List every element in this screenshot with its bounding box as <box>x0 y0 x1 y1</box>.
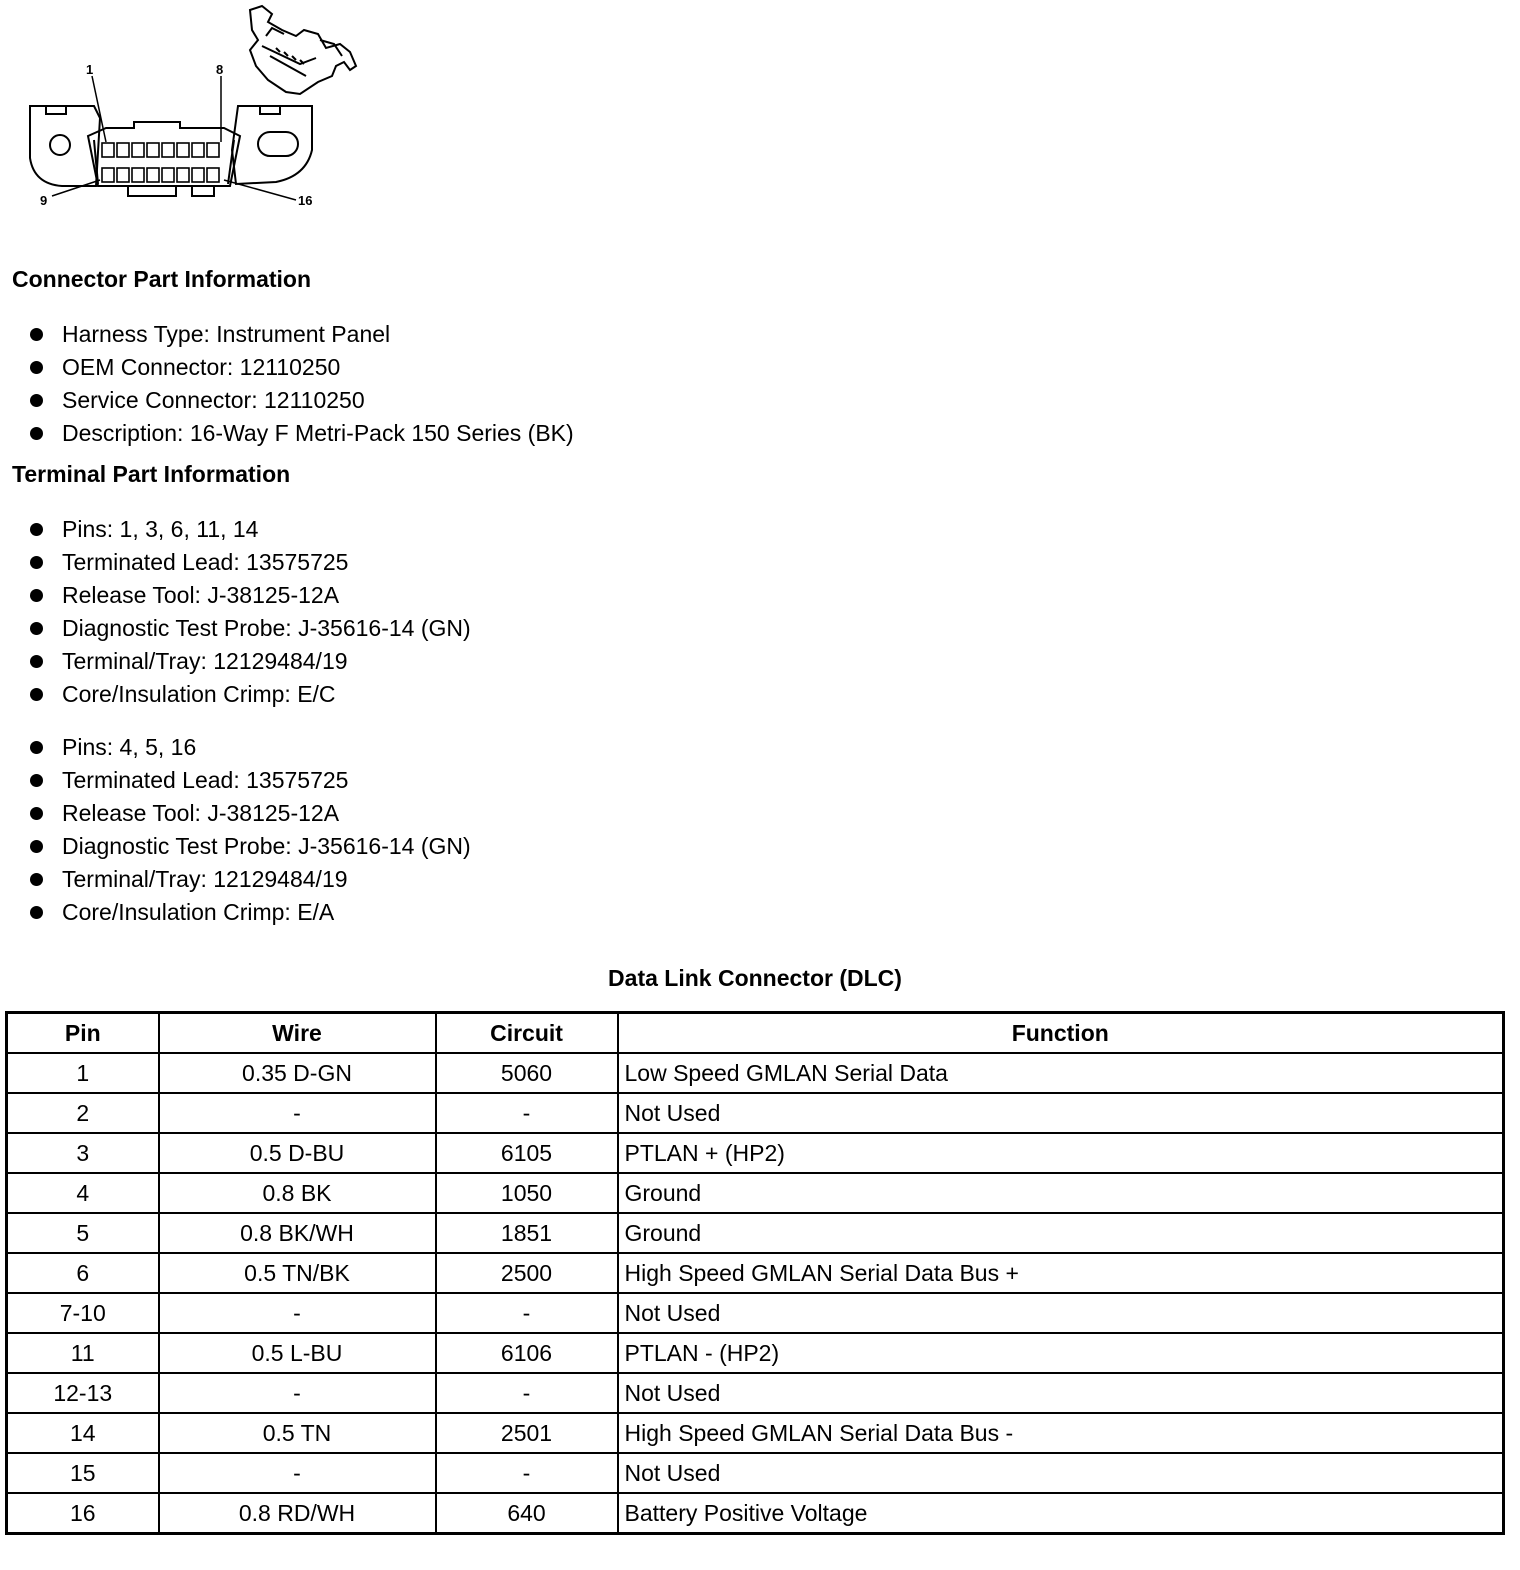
function-cell: Not Used <box>618 1373 1504 1413</box>
list-item: Pins: 4, 5, 16 <box>30 731 471 764</box>
list-item: Pins: 1, 3, 6, 11, 14 <box>30 513 471 546</box>
circuit-cell: 1851 <box>436 1213 618 1253</box>
list-item: Terminated Lead: 13575725 <box>30 546 471 579</box>
pin-cell: 14 <box>7 1413 159 1453</box>
circuit-cell: - <box>436 1373 618 1413</box>
list-item: Diagnostic Test Probe: J-35616-14 (GN) <box>30 612 471 645</box>
pin-cell: 4 <box>7 1173 159 1213</box>
pin-cell: 11 <box>7 1333 159 1373</box>
wire-cell: 0.5 D-BU <box>159 1133 436 1173</box>
table-header-row <box>7 1013 1504 1054</box>
table-row <box>7 1413 1504 1453</box>
circuit-cell: 2500 <box>436 1253 618 1293</box>
list-item: Diagnostic Test Probe: J-35616-14 (GN) <box>30 830 471 863</box>
pin-cell: 6 <box>7 1253 159 1293</box>
wire-cell: 0.8 BK <box>159 1173 436 1213</box>
pin-cell: 3 <box>7 1133 159 1173</box>
pin-label-8: 8 <box>216 62 224 77</box>
table-row <box>7 1293 1504 1333</box>
pin-label-16: 16 <box>298 193 313 208</box>
function-cell: Not Used <box>618 1453 1504 1493</box>
list-item: Terminal/Tray: 12129484/19 <box>30 645 471 678</box>
pin-label-9: 9 <box>40 193 48 208</box>
pin-label-1: 1 <box>86 62 94 77</box>
terminal-part-list-1 <box>30 513 471 711</box>
table-row <box>7 1093 1504 1133</box>
list-item: Release Tool: J-38125-12A <box>30 579 471 612</box>
pin-cell: 5 <box>7 1213 159 1253</box>
circuit-cell: - <box>436 1093 618 1133</box>
connector-part-heading: Connector Part Information <box>12 266 312 292</box>
table-row <box>7 1333 1504 1373</box>
column-header-pin: Pin <box>7 1013 159 1054</box>
table-row <box>7 1213 1504 1253</box>
circuit-cell: 640 <box>436 1493 618 1534</box>
table-row <box>7 1453 1504 1493</box>
function-cell: Not Used <box>618 1093 1504 1133</box>
table-row <box>7 1133 1504 1173</box>
pin-cell: 12-13 <box>7 1373 159 1413</box>
connector-part-list <box>30 318 574 450</box>
function-cell: Low Speed GMLAN Serial Data <box>618 1053 1504 1093</box>
table-row <box>7 1253 1504 1293</box>
wire-cell: 0.8 RD/WH <box>159 1493 436 1534</box>
table-row <box>7 1053 1504 1093</box>
list-item: Service Connector: 12110250 <box>30 384 574 417</box>
circuit-cell: 2501 <box>436 1413 618 1453</box>
pin-cell: 1 <box>7 1053 159 1093</box>
obd-connector-diagram-icon <box>0 0 380 220</box>
pin-cell: 2 <box>7 1093 159 1133</box>
table-row <box>7 1173 1504 1213</box>
dlc-table <box>5 1011 1505 1535</box>
list-item: Harness Type: Instrument Panel <box>30 318 574 351</box>
function-cell: Ground <box>618 1173 1504 1213</box>
wire-cell: - <box>159 1453 436 1493</box>
list-item: Core/Insulation Crimp: E/C <box>30 678 471 711</box>
function-cell: Ground <box>618 1213 1504 1253</box>
column-header-circuit: Circuit <box>436 1013 618 1054</box>
circuit-cell: 6106 <box>436 1333 618 1373</box>
terminal-part-list-2 <box>30 731 471 929</box>
circuit-cell: 5060 <box>436 1053 618 1093</box>
pin-cell: 16 <box>7 1493 159 1534</box>
circuit-cell: 1050 <box>436 1173 618 1213</box>
terminal-part-heading: Terminal Part Information <box>12 461 291 487</box>
function-cell: Battery Positive Voltage <box>618 1493 1504 1534</box>
table-row <box>7 1493 1504 1534</box>
wire-cell: 0.8 BK/WH <box>159 1213 436 1253</box>
column-header-function: Function <box>618 1013 1504 1054</box>
column-header-wire: Wire <box>159 1013 436 1054</box>
wire-cell: - <box>159 1093 436 1133</box>
wire-cell: - <box>159 1293 436 1333</box>
wire-cell: 0.5 TN/BK <box>159 1253 436 1293</box>
circuit-cell: - <box>436 1293 618 1333</box>
function-cell: High Speed GMLAN Serial Data Bus - <box>618 1413 1504 1453</box>
circuit-cell: 6105 <box>436 1133 618 1173</box>
list-item: Terminal/Tray: 12129484/19 <box>30 863 471 896</box>
wire-cell: 0.35 D-GN <box>159 1053 436 1093</box>
pin-cell: 15 <box>7 1453 159 1493</box>
circuit-cell: - <box>436 1453 618 1493</box>
list-item: Release Tool: J-38125-12A <box>30 797 471 830</box>
table-title: Data Link Connector (DLC) <box>608 965 902 991</box>
function-cell: PTLAN + (HP2) <box>618 1133 1504 1173</box>
list-item: OEM Connector: 12110250 <box>30 351 574 384</box>
function-cell: PTLAN - (HP2) <box>618 1333 1504 1373</box>
function-cell: High Speed GMLAN Serial Data Bus + <box>618 1253 1504 1293</box>
list-item: Description: 16-Way F Metri-Pack 150 Series (BK) <box>30 417 574 450</box>
wire-cell: 0.5 TN <box>159 1413 436 1453</box>
list-item: Core/Insulation Crimp: E/A <box>30 896 471 929</box>
pin-cell: 7-10 <box>7 1293 159 1333</box>
list-item: Terminated Lead: 13575725 <box>30 764 471 797</box>
wire-cell: - <box>159 1373 436 1413</box>
wire-cell: 0.5 L-BU <box>159 1333 436 1373</box>
function-cell: Not Used <box>618 1293 1504 1333</box>
table-row <box>7 1373 1504 1413</box>
